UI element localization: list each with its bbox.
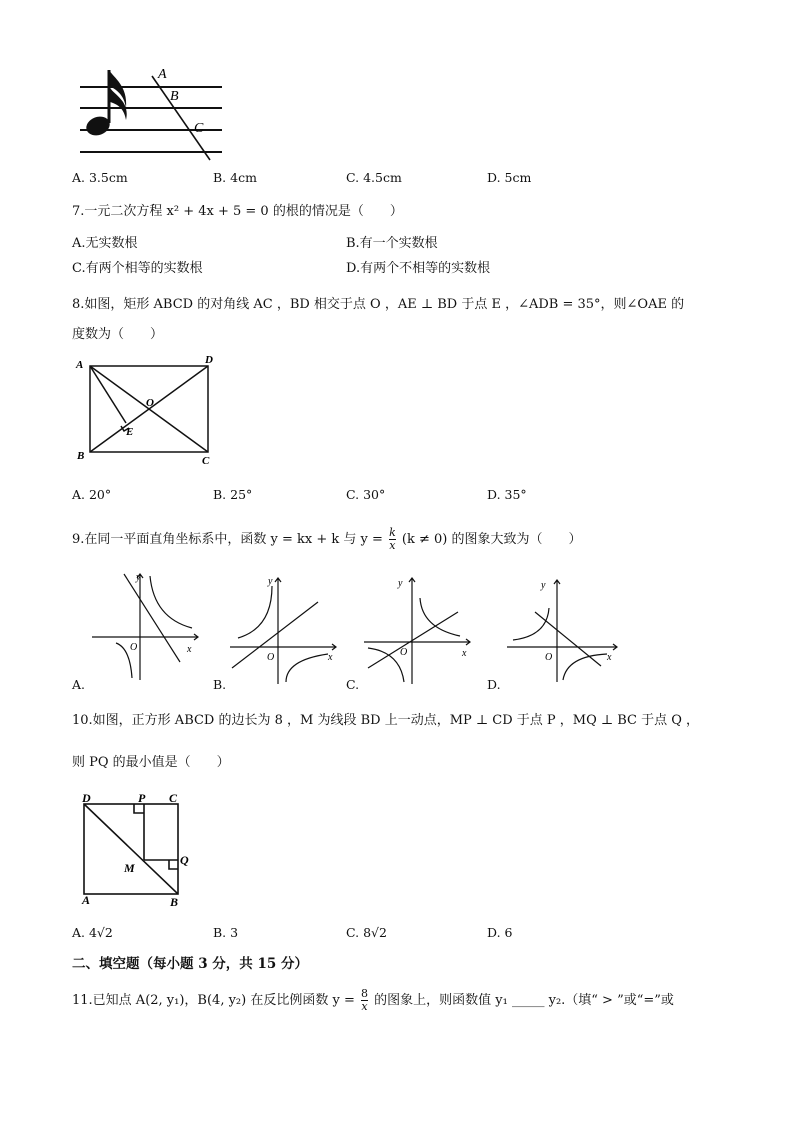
q10-option-c[interactable]: C. 8√2: [346, 925, 387, 940]
q11-stem: [72, 988, 674, 1013]
q9-option-b[interactable]: B.: [213, 677, 227, 692]
section-2-heading: 二、填空题（每小题 3 分，共 15 分）: [72, 956, 308, 972]
q9-graph-b[interactable]: [228, 572, 343, 687]
q8-stem-line-1: 8.如图，矩形 ABCD 的对角线 AC ，BD 相交于点 O ，AE ⊥ BD 于点 E ，∠ADB = 35°，则∠OAE 的: [72, 297, 685, 312]
q9-stem-after: (k ≠ 0) 的图象大致为（ ）: [401, 532, 582, 547]
q8-option-d[interactable]: D. 35°: [487, 487, 527, 502]
label-c: C: [202, 455, 210, 467]
label-o: O: [146, 397, 154, 409]
origin-label: O: [545, 652, 553, 663]
label-e: E: [126, 426, 134, 438]
q11-fraction: [361, 988, 368, 1013]
x-label: x: [607, 652, 612, 663]
label-c: C: [169, 791, 178, 805]
q9-option-a[interactable]: A.: [72, 677, 86, 692]
diagonal-bd: [84, 804, 178, 894]
origin-label: O: [267, 652, 275, 663]
x-label: x: [187, 644, 192, 655]
x-label: x: [328, 652, 333, 663]
hyperbola-branch-lower-right: [563, 654, 607, 680]
q7-option-d[interactable]: D.有两个不相等的实数根: [346, 261, 491, 276]
origin-label: O: [130, 642, 138, 653]
label-p: P: [138, 791, 146, 805]
q10-stem-line-2: 则 PQ 的最小值是（ ）: [72, 755, 230, 770]
q7-stem: 7.一元二次方程 x² + 4x + 5 = 0 的根的情况是（ ）: [72, 204, 403, 219]
label-q: Q: [180, 853, 189, 867]
x-label: x: [462, 648, 467, 659]
y-label: y: [398, 578, 403, 589]
q10-option-a[interactable]: A. 4√2: [72, 925, 113, 940]
label-a: A: [76, 359, 84, 371]
q9-option-c[interactable]: C.: [346, 677, 360, 692]
q9-graph-a[interactable]: [88, 570, 203, 685]
q6-option-c[interactable]: C. 4.5cm: [346, 170, 402, 185]
q11-stem-before: 11.已知点 A(2, y₁)，B(4, y₂) 在反比例函数 y =: [72, 993, 355, 1008]
q10-stem-line-1: 10.如图，正方形 ABCD 的边长为 8 ，M 为线段 BD 上一动点，MP ⊥ CD 于点 P ，MQ ⊥ BC 于点 Q ，: [72, 713, 700, 728]
q10-option-d[interactable]: D. 6: [487, 925, 513, 940]
y-label: y: [268, 576, 273, 587]
q9-fraction: [389, 527, 396, 552]
q8-stem-line-2: 度数为（ ）: [72, 327, 164, 342]
y-label: y: [541, 580, 546, 591]
q7-option-b[interactable]: B.有一个实数根: [346, 236, 438, 251]
label-a: A: [82, 893, 91, 907]
label-d: D: [205, 354, 213, 366]
q8-option-c[interactable]: C. 30°: [346, 487, 386, 502]
hyperbola-branch-upper: [420, 598, 460, 636]
hyperbola-branch-upper-left: [513, 608, 549, 640]
q6-option-a[interactable]: A. 3.5cm: [72, 170, 128, 185]
q11-frac-num: 8: [361, 987, 368, 1000]
label-m: M: [124, 861, 135, 875]
q8-option-b[interactable]: B. 25°: [213, 487, 253, 502]
label-b: B: [77, 450, 85, 462]
q6-staff-figure: [74, 66, 234, 166]
q9-frac-num: k: [389, 526, 396, 539]
transversal-line: [152, 76, 210, 160]
hyperbola-branch-upper: [238, 586, 272, 638]
label-d: D: [82, 791, 91, 805]
label-b: B: [170, 89, 179, 104]
right-angle-mark-p: [134, 804, 144, 813]
q9-graph-d[interactable]: [503, 574, 623, 684]
q6-option-d[interactable]: D. 5cm: [487, 170, 532, 185]
origin-label: O: [400, 647, 408, 658]
q8-rectangle-figure: [74, 350, 224, 470]
q9-option-d[interactable]: D.: [487, 677, 501, 692]
q9-stem: [72, 527, 581, 552]
y-label: y: [136, 572, 141, 583]
linear-function-line: [368, 612, 458, 668]
segment-ae: [90, 366, 126, 423]
q9-graph-c[interactable]: [362, 572, 477, 687]
q7-option-c[interactable]: C.有两个相等的实数根: [72, 261, 203, 276]
q11-stem-after: 的图象上，则函数值 y₁ _____ y₂.（填“ > ”或“=”或: [374, 993, 674, 1008]
label-c: C: [194, 121, 204, 136]
q6-option-b[interactable]: B. 4cm: [213, 170, 257, 185]
q8-option-a[interactable]: A. 20°: [72, 487, 112, 502]
q9-stem-before: 9.在同一平面直角坐标系中，函数 y = kx + k 与 y =: [72, 532, 383, 547]
hyperbola-branch-lower: [286, 654, 328, 682]
q11-frac-den: x: [361, 1000, 368, 1013]
q10-option-b[interactable]: B. 3: [213, 925, 239, 940]
right-angle-mark-q: [169, 860, 178, 869]
q7-option-a[interactable]: A.无实数根: [72, 236, 138, 251]
hyperbola-branch-upper: [150, 576, 192, 628]
label-a: A: [158, 67, 167, 82]
label-b: B: [170, 895, 179, 909]
q10-square-figure: [74, 788, 204, 913]
q9-frac-den: x: [389, 539, 396, 552]
